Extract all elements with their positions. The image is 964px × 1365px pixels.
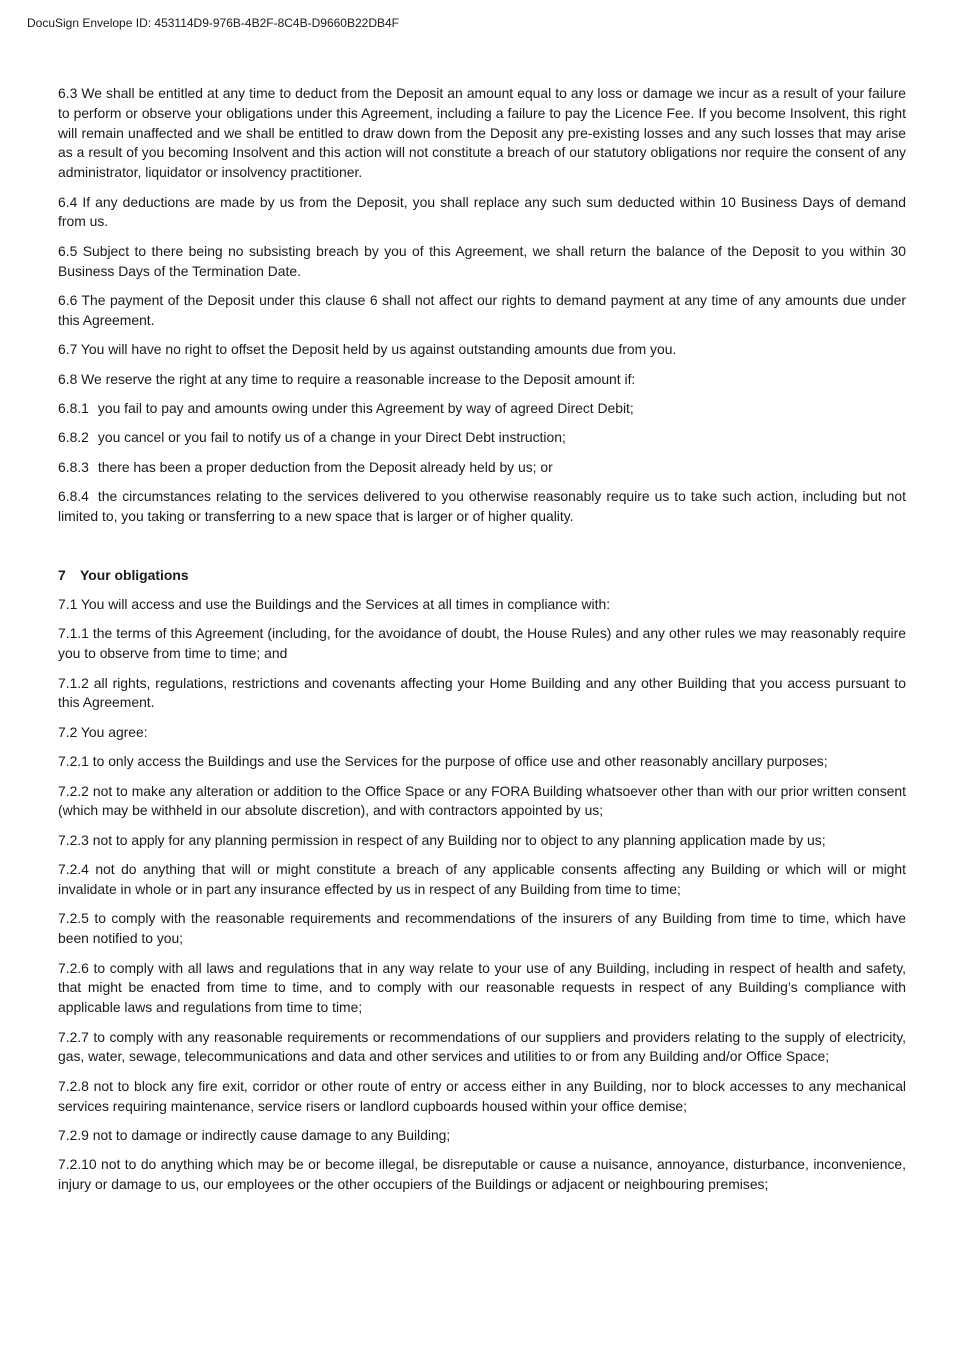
clause-6-6: 6.6 The payment of the Deposit under this clause 6 shall not affect our rights to demand payment at any time of any amounts due under this Agreement. [58,291,906,328]
clause-7-2-6: 7.2.6 to comply with all laws and regulations that in any way relate to your use of any Building, including in respect of health and safety, that might be enacted from time to time, and to comply with our reasonable requests in respect of any Building’s compliance with applicable laws and regulations from time to time; [58,959,906,1016]
clause-text: you cancel or you fail to notify us of a change in your Direct Debt instruction; [97,429,566,446]
clause-text: the circumstances relating to the services delivered to you otherwise reasonably require us to take such action, including but not limited to, you taking or transferring to a new space that is larger or of higher quality. [58,488,906,524]
clause-7-2: 7.2 You agree: [58,723,148,740]
clause-6-4: 6.4 If any deductions are made by us from the Deposit, you shall replace any such sum deducted within 10 Business Days of demand from us. [58,193,906,230]
clause-6-8-4 [58,487,906,527]
envelope-id: DocuSign Envelope ID: 453114D9-976B-4B2F-8C4B-D9660B22DB4F [27,16,399,30]
clause-7-2-8: 7.2.8 not to block any fire exit, corridor or other route of entry or access either in any Building, nor to block accesses to any mechanical services requiring maintenance, service risers or landlord cupboards housed within your office demise; [58,1077,906,1114]
section-number: 7 [58,566,66,583]
clause-6-7: 6.7 You will have no right to offset the Deposit held by us against outstanding amounts due from you. [58,341,677,358]
clause-6-8-1 [58,399,906,419]
clause-text: there has been a proper deduction from the Deposit already held by us; or [97,458,553,475]
document-page [58,84,906,1205]
clause-7-2-10: 7.2.10 not to do anything which may be or become illegal, be disreputable or cause a nuisance, annoyance, disturbance, inconvenience, injury or damage to us, our employees or the other occupiers of the Buildings or adjacent or neighbouring premises; [58,1156,906,1193]
clause-number: 6.8.2 [58,429,89,446]
section-title: Your obligations [80,566,189,583]
clause-7-2-7: 7.2.7 to comply with any reasonable requirements or recommendations of our suppliers and providers relating to the supply of electricity, gas, water, sewage, telecommunications and data and other services and utilities to or from any Building and/or Office Space; [58,1028,906,1065]
clause-7-2-2: 7.2.2 not to make any alteration or addition to the Office Space or any FORA Building whatsoever other than with our prior written consent (which may be withheld in our absolute discretion), and with contractors appointed by us; [58,782,906,819]
clause-6-8-2 [58,428,906,448]
clause-6-8: 6.8 We reserve the right at any time to require a reasonable increase to the Deposit amount if: [58,370,636,387]
clause-7-2-5: 7.2.5 to comply with the reasonable requirements and recommendations of the insurers of any Building from time to time, which have been notified to you; [58,910,906,947]
clause-text: you fail to pay and amounts owing under this Agreement by way of agreed Direct Debit; [97,399,634,416]
clause-7-1: 7.1 You will access and use the Buildings and the Services at all times in compliance with: [58,596,611,613]
clause-6-5: 6.5 Subject to there being no subsisting breach by you of this Agreement, we shall return the balance of the Deposit to you within 30 Business Days of the Termination Date. [58,242,906,279]
clause-7-2-3: 7.2.3 not to apply for any planning permission in respect of any Building nor to object to any planning application made by us; [58,831,826,848]
clause-7-2-9: 7.2.9 not to damage or indirectly cause damage to any Building; [58,1126,451,1143]
clause-7-1-1: 7.1.1 the terms of this Agreement (including, for the avoidance of doubt, the House Rules) and any other rules we may reasonably require you to observe from time to time; and [58,625,906,662]
clause-7-2-4: 7.2.4 not do anything that will or might constitute a breach of any applicable consents affecting any Building or which will or might invalidate in whole or in part any insurance effected by us in respect of any Building from time to time; [58,861,906,897]
clause-7-2-1: 7.2.1 to only access the Buildings and use the Services for the purpose of office use and other reasonably ancillary purposes; [58,753,828,770]
clause-number: 6.8.1 [58,399,89,416]
clause-number: 6.8.4 [58,488,89,505]
clause-6-8-3 [58,458,906,478]
section-7-heading [58,566,906,586]
clause-number: 6.8.3 [58,458,89,475]
clause-7-1-2: 7.1.2 all rights, regulations, restrictions and covenants affecting your Home Building and any other Building that you access pursuant to this Agreement. [58,674,906,711]
clause-6-3: 6.3 We shall be entitled at any time to deduct from the Deposit an amount equal to any loss or damage we incur as a result of your failure to perform or observe your obligations under this Agreement, including a failure to pay the Licence Fee. If you become Insolvent, this right will remain unaffected and we shall be entitled to draw down from the Deposit any pre-existing losses and any such losses that may arise as a result of you becoming Insolvent and this action will not constitute a breach of our statutory obligations nor require the consent of any administrator, liquidator or insolvency practitioner. [58,85,906,181]
